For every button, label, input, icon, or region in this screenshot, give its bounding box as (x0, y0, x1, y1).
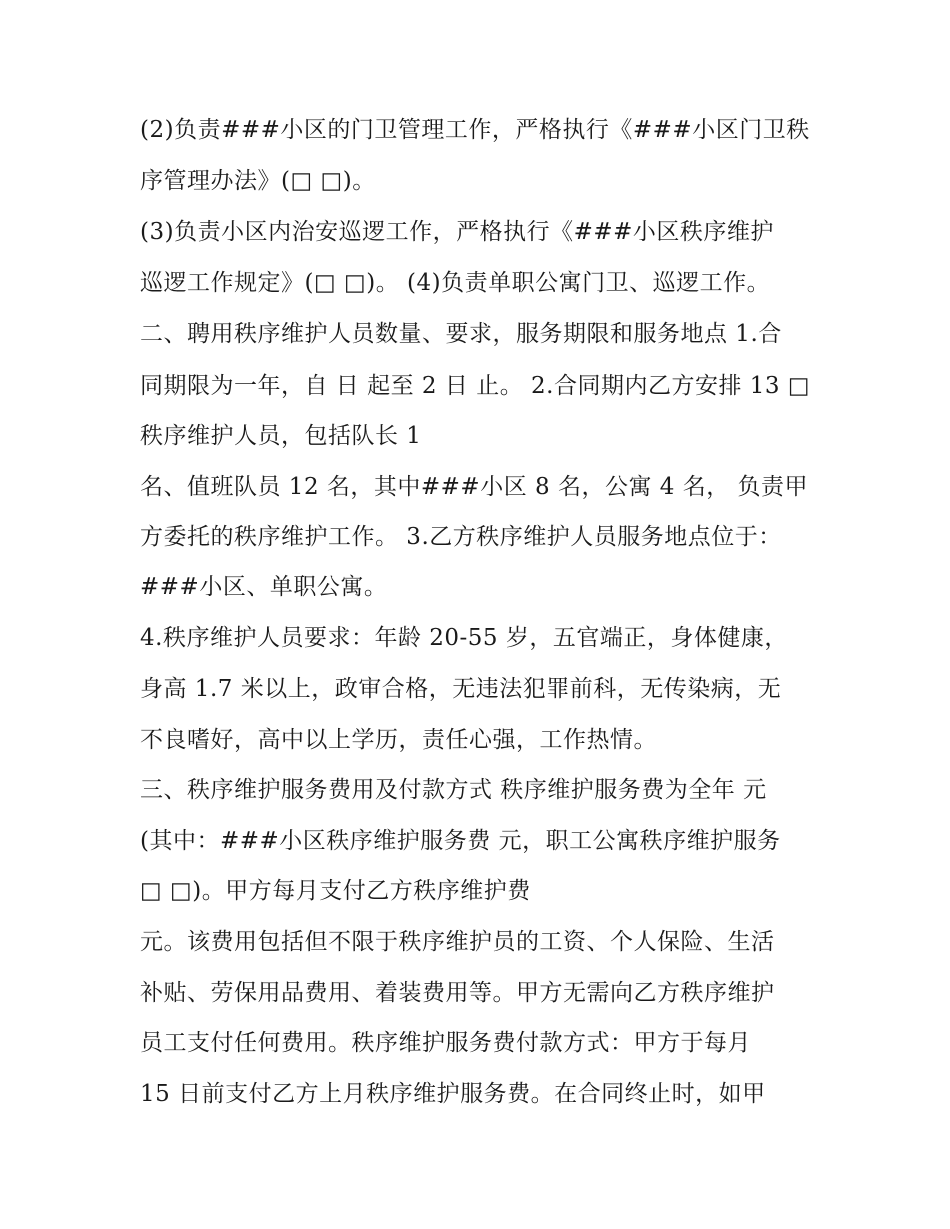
text-line: 补贴、劳保用品费用、着装费用等。甲方无需向乙方秩序维护 (140, 980, 775, 1006)
text-line: (其中：###小区秩序维护服务费 元，职工公寓秩序维护服务 (140, 828, 781, 854)
text-line: 巡逻工作规定》(□ □)。 (4)负责单职公寓门卫、巡逻工作。 (140, 270, 771, 296)
text-line: 15 日前支付乙方上月秩序维护服务费。在合同终止时，如甲 (140, 1081, 766, 1107)
text-line: 身高 1.7 米以上，政审合格，无违法犯罪前科，无传染病，无 (140, 676, 782, 702)
text-line: 员工支付任何费用。秩序维护服务费付款方式：甲方于每月 (140, 1030, 751, 1056)
text-line: (2)负责###小区的门卫管理工作，严格执行《###小区门卫秩 (140, 117, 810, 143)
text-line: 名、值班队员 12 名，其中###小区 8 名，公寓 4 名， 负责甲 (140, 474, 809, 500)
text-line: 同期限为一年，自 日 起至 2 日 止。 2.合同期内乙方安排 13 □ (140, 373, 811, 399)
text-line: 三、秩序维护服务费用及付款方式 秩序维护服务费为全年 元 (140, 777, 767, 803)
text-line: 序管理办法》(□ □)。 (140, 168, 376, 194)
text-line: □ □)。甲方每月支付乙方秩序维护费 (140, 878, 531, 904)
text-line: 方委托的秩序维护工作。 3.乙方秩序维护人员服务地点位于： (140, 524, 782, 550)
text-line: 不良嗜好，高中以上学历，责任心强，工作热情。 (140, 727, 657, 753)
text-line: 秩序维护人员，包括队长 1 (140, 423, 422, 449)
text-line: 4.秩序维护人员要求：年龄 20-55 岁，五官端正，身体健康， (140, 625, 788, 651)
text-line: 元。该费用包括但不限于秩序维护员的工资、个人保险、生活 (140, 929, 775, 955)
text-line: ###小区、单职公寓。 (140, 574, 388, 600)
text-line: (3)负责小区内治安巡逻工作，严格执行《###小区秩序维护 (140, 219, 774, 245)
text-line: 二、聘用秩序维护人员数量、要求，服务期限和服务地点 1.合 (140, 321, 782, 347)
